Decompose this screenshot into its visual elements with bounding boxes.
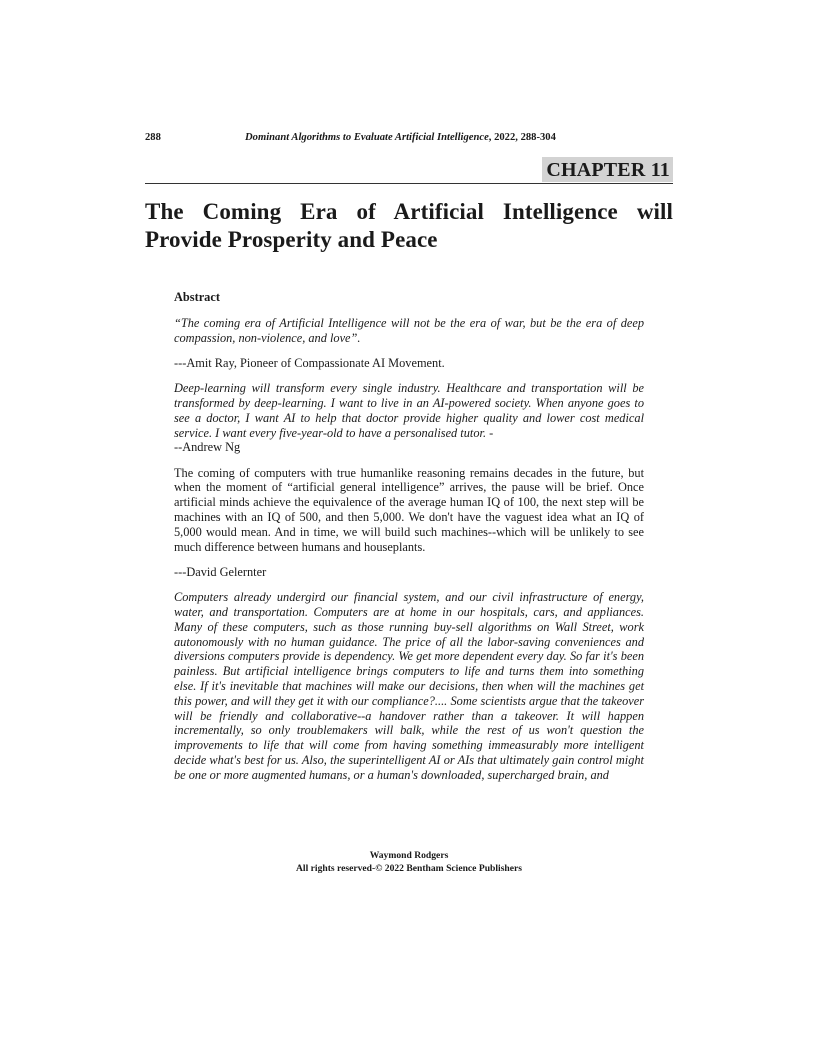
page-footer (145, 850, 673, 875)
quote-andrew-ng: Deep-learning will transform every single industry. Healthcare and transportation will be transformed by deep-learning. I want to live in an AI-powered society. When anyone goes to see a doctor, I want AI to help that doctor provide higher quality and lower cost medical service. I want every five-year-old to have a personalised tutor. - (174, 381, 644, 440)
abstract-heading: Abstract (174, 290, 220, 304)
chapter-title (145, 198, 673, 254)
footer-author: Waymond Rodgers (369, 850, 449, 861)
journal-citation (245, 132, 556, 143)
footer-copyright: All rights reserved-© 2022 Bentham Science Publishers (295, 862, 523, 874)
chapter-title-line-1: The Coming Era of Artificial Intelligence will (145, 199, 673, 224)
page-number: 288 (145, 132, 161, 143)
quote-computers-dependency: Computers already undergird our financial system, and our civil infrastructure of energy, water, and transportation. Computers are at home in our hospitals, cars, and appliances. Many of these computers, such as those running buy-sell algorithms on Wall Street, work autonomously with no human guidance. The price of all the labor-saving conveniences and diversions computers provide is dependency. We get more dependent every day. So far it's been painless. But artificial intelligence brings computers to life and turns them into something else. If it's inevitable that machines will make our decisions, then when will the machines get this power, and will they get it with our compliance?.... Some scientists argue that the takeover will be friendly and collaborative--a handover rather than a takeover. It will happen incrementally, so only troublemakers will balk, while the rest of us won't question the improvements to life that will come from having something immeasurably more intelligent decide what's best for us. Also, the superintelligent AI or AIs that ultimately gain control might be one or more augmented humans, or a human's downloaded, supercharged brain, and (174, 590, 644, 782)
attribution-andrew-ng: --Andrew Ng (174, 440, 241, 455)
quote-andrew-ng-block (174, 381, 644, 455)
attribution-david-gelernter: ---David Gelernter (174, 564, 267, 579)
journal-year-pages: , 2022, 288-304 (488, 132, 556, 143)
quote-david-gelernter: The coming of computers with true humanlike reasoning remains decades in the future, but when the moment of “artificial general intelligence” arrives, the pause will be brief. Once artificial minds achieve the equivalence of the average human IQ of 100, the next step will be machines with an IQ of 500, and then 5,000. We don't have the vaguest idea what an IQ of 5,000 would mean. And in time, we will build such machines--which will be unlikely to see much difference between humans and houseplants. (174, 465, 644, 554)
chapter-title-line-2: Provide Prosperity and Peace (145, 227, 438, 252)
quote-amit-ray: “The coming era of Artificial Intelligence will not be the era of war, but be the era of deep compassion, non-violence, and love”. (174, 315, 644, 345)
journal-title: Dominant Algorithms to Evaluate Artificial Intelligence (245, 132, 489, 143)
abstract-section (174, 290, 644, 793)
chapter-label: CHAPTER 11 (542, 157, 673, 182)
attribution-amit-ray: ---Amit Ray, Pioneer of Compassionate AI Movement. (174, 355, 445, 370)
header-divider (145, 183, 673, 184)
